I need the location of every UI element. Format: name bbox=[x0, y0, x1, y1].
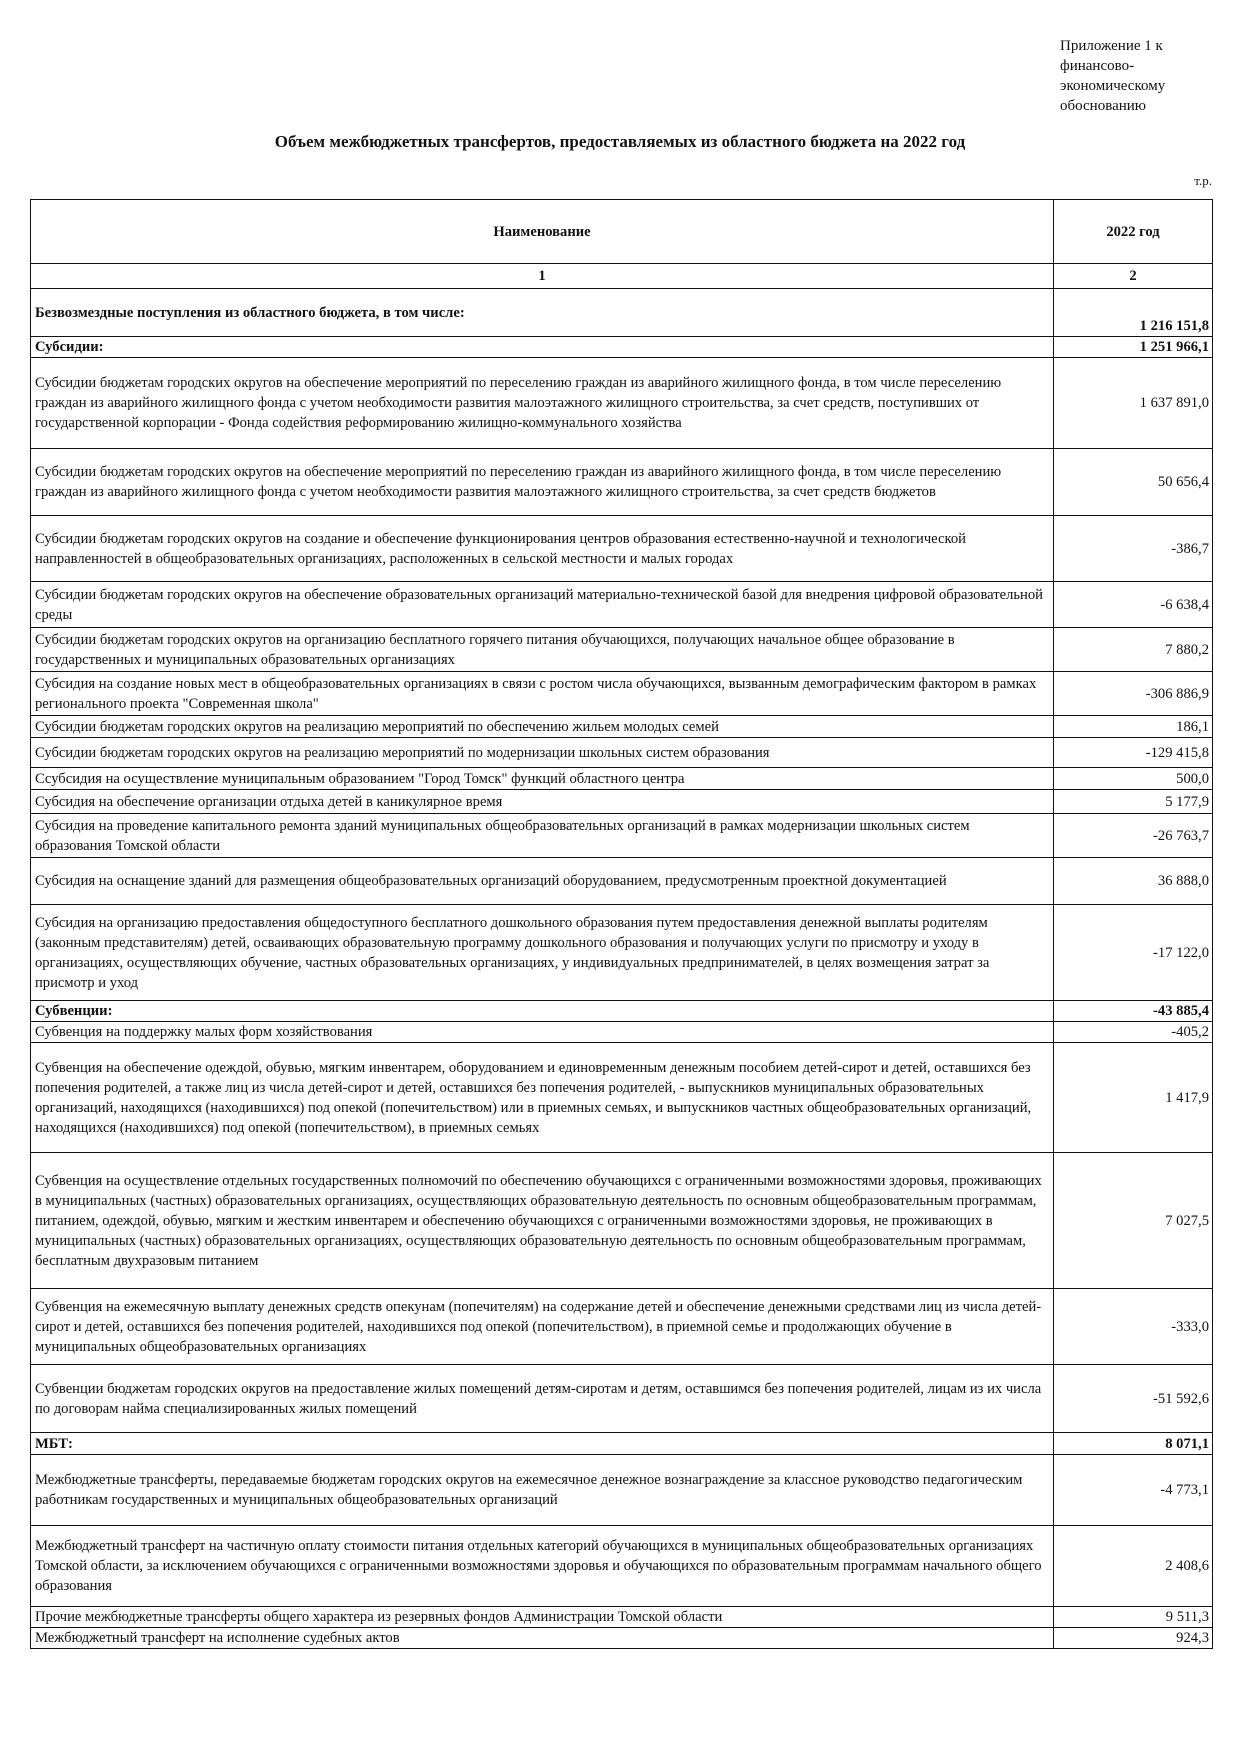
column-number: 2 bbox=[1054, 264, 1213, 289]
document-title: Объем межбюджетных трансфертов, предоставляемых из областного бюджета на 2022 год bbox=[274, 132, 966, 151]
table-row bbox=[31, 358, 1213, 449]
table-row bbox=[31, 1526, 1213, 1607]
row-value: 1 251 966,1 bbox=[1054, 337, 1213, 358]
row-value: -306 886,9 bbox=[1054, 672, 1213, 716]
table-header-row bbox=[31, 200, 1213, 264]
table-row-section bbox=[31, 1001, 1213, 1022]
header-name: Наименование bbox=[31, 200, 1054, 264]
row-name: Прочие межбюджетные трансферты общего характера из резервных фондов Администрации Томской области bbox=[31, 1607, 1054, 1628]
row-value: -43 885,4 bbox=[1054, 1001, 1213, 1022]
row-name: Субвенция на поддержку малых форм хозяйствования bbox=[31, 1022, 1054, 1043]
table-row bbox=[31, 628, 1213, 672]
row-value: -51 592,6 bbox=[1054, 1365, 1213, 1433]
row-value: 8 071,1 bbox=[1054, 1433, 1213, 1455]
row-value: -17 122,0 bbox=[1054, 905, 1213, 1001]
table-row bbox=[31, 1628, 1213, 1649]
row-name: Субсидии бюджетам городских округов на обеспечение мероприятий по переселению граждан из аварийного жилищного фонда, в том числе переселению граждан из аварийного жилищного фонда с учетом необходимости развития малоэтажного жилищного строительства, за счет средств, поступивших от государственной корпорации - Фонда содействия реформированию жилищно-коммунального хозяйства bbox=[31, 358, 1054, 449]
table-row bbox=[31, 790, 1213, 814]
row-name: Безвозмездные поступления из областного бюджета, в том числе: bbox=[31, 289, 1054, 337]
row-name: Субвенция на обеспечение одеждой, обувью, мягким инвентарем, оборудованием и единовременным денежным пособием детей-сирот и детей, оставшихся без попечения родителей, а также лиц из числа детей-сирот и детей, оставшихся без попечения родителей, - выпускников муниципальных образовательных организаций, находящихся (находившихся) под опекой (попечительством) или в приемных семьях, и выпускников частных общеобразовательных организаций, находящихся (находившихся) под опекой (попечительством), в приемных семьях bbox=[31, 1043, 1054, 1153]
row-value: 50 656,4 bbox=[1054, 449, 1213, 516]
row-value: 7 027,5 bbox=[1054, 1153, 1213, 1289]
appendix-line: Приложение 1 к bbox=[1060, 38, 1163, 54]
row-value: -4 773,1 bbox=[1054, 1455, 1213, 1526]
row-name: МБТ: bbox=[31, 1433, 1054, 1455]
unit-label: т.р. bbox=[1194, 173, 1212, 188]
row-name: Субвенция на осуществление отдельных государственных полномочий по обеспечению обучающихся с ограниченными возможностями здоровья, проживающих в муниципальных (частных) образовательных организациях, осуществляющих образовательную деятельность по основным общеобразовательным программам, питанием, одеждой, обувью, мягким и жестким инвентарем и обеспечению обучающихся с ограниченными возможностями здоровья, не проживающих в муниципальных (частных) образовательных организациях, осуществляющих образовательную деятельность по основным общеобразовательным программам, бесплатным двухразовым питанием bbox=[31, 1153, 1054, 1289]
table-row bbox=[31, 858, 1213, 905]
row-name: Субсидии бюджетам городских округов на реализацию мероприятий по обеспечению жильем молодых семей bbox=[31, 716, 1054, 738]
row-name: Межбюджетный трансферт на частичную оплату стоимости питания отдельных категорий обучающихся в муниципальных общеобразовательных организациях Томской области, за исключением обучающихся с ограниченными возможностями здоровья и обучающихся по образовательным программам начального общего образования bbox=[31, 1526, 1054, 1607]
table-row bbox=[31, 672, 1213, 716]
row-value: -26 763,7 bbox=[1054, 814, 1213, 858]
row-value: 36 888,0 bbox=[1054, 858, 1213, 905]
table-row bbox=[31, 905, 1213, 1001]
row-name: Субвенции бюджетам городских округов на предоставление жилых помещений детям-сиротам и детям, оставшимся без попечения родителей, лицам из их числа по договорам найма специализированных жилых помещений bbox=[31, 1365, 1054, 1433]
row-value: 1 417,9 bbox=[1054, 1043, 1213, 1153]
row-value: 2 408,6 bbox=[1054, 1526, 1213, 1607]
table-row-section bbox=[31, 1433, 1213, 1455]
row-name: Субвенция на ежемесячную выплату денежных средств опекунам (попечителям) на содержание детей и обеспечение денежными средствами лиц из числа детей-сирот и детей, оставшихся без попечения родителей, находившихся под опекой (попечительством), в приемной семье и продолжающих обучение в муниципальных общеобразовательных организациях bbox=[31, 1289, 1054, 1365]
table-row bbox=[31, 1289, 1213, 1365]
table-row bbox=[31, 716, 1213, 738]
appendix-line: финансово- bbox=[1060, 58, 1135, 74]
row-name: Ссубсидия на осуществление муниципальным образованием "Город Томск" функций областного центра bbox=[31, 768, 1054, 790]
row-value: 1 637 891,0 bbox=[1054, 358, 1213, 449]
row-name: Субсидия на организацию предоставления общедоступного бесплатного дошкольного образования путем предоставления денежной выплаты родителям (законным представителям) детей, осваивающих образовательную программу дошкольного образования и получающих услуги по присмотру и уходу в организациях, осуществляющих обучение, частных образовательных организациях, у индивидуальных предпринимателей, в целях возмещения затрат за присмотр и уход bbox=[31, 905, 1054, 1001]
row-value: -405,2 bbox=[1054, 1022, 1213, 1043]
table-row bbox=[31, 1455, 1213, 1526]
table-row bbox=[31, 1022, 1213, 1043]
row-name: Субсидии бюджетам городских округов на обеспечение образовательных организаций материально-технической базой для внедрения цифровой образовательной среды bbox=[31, 582, 1054, 628]
row-name: Субсидии бюджетам городских округов на создание и обеспечение функционирования центров образования естественно-научной и технологической направленностей в общеобразовательных организациях, расположенных в сельской местности и малых городах bbox=[31, 516, 1054, 582]
table-row-total bbox=[31, 289, 1213, 337]
appendix-note bbox=[1060, 36, 1210, 116]
row-name: Субсидии: bbox=[31, 337, 1054, 358]
column-number: 1 bbox=[31, 264, 1054, 289]
row-name: Субсидии бюджетам городских округов на обеспечение мероприятий по переселению граждан из аварийного жилищного фонда, в том числе переселению граждан из аварийного жилищного фонда с учетом необходимости развития малоэтажного жилищного строительства, за счет средств бюджетов bbox=[31, 449, 1054, 516]
table-row bbox=[31, 449, 1213, 516]
table-row bbox=[31, 1153, 1213, 1289]
row-value: 500,0 bbox=[1054, 768, 1213, 790]
row-name: Субсидии бюджетам городских округов на организацию бесплатного горячего питания обучающихся, получающих начальное общее образование в государственных и муниципальных образовательных организациях bbox=[31, 628, 1054, 672]
appendix-line: экономическому bbox=[1060, 78, 1166, 94]
row-value: -386,7 bbox=[1054, 516, 1213, 582]
row-name: Субсидии бюджетам городских округов на реализацию мероприятий по модернизации школьных систем образования bbox=[31, 738, 1054, 768]
row-name: Межбюджетный трансферт на исполнение судебных актов bbox=[31, 1628, 1054, 1649]
row-value: 924,3 bbox=[1054, 1628, 1213, 1649]
table-row bbox=[31, 738, 1213, 768]
table-row bbox=[31, 582, 1213, 628]
table-row bbox=[31, 1607, 1213, 1628]
row-name: Субсидия на создание новых мест в общеобразовательных организациях в связи с ростом числа обучающихся, вызванным демографическим фактором в рамках регионального проекта "Современная школа" bbox=[31, 672, 1054, 716]
table-row bbox=[31, 1365, 1213, 1433]
row-value: -129 415,8 bbox=[1054, 738, 1213, 768]
row-name: Субсидия на проведение капитального ремонта зданий муниципальных общеобразовательных организаций в рамках модернизации школьных систем образования Томской области bbox=[31, 814, 1054, 858]
row-value: 1 216 151,8 bbox=[1054, 289, 1213, 337]
table-row-section bbox=[31, 337, 1213, 358]
row-name: Субсидия на обеспечение организации отдыха детей в каникулярное время bbox=[31, 790, 1054, 814]
transfers-table bbox=[30, 199, 1213, 1649]
table-row bbox=[31, 1043, 1213, 1153]
table-row bbox=[31, 768, 1213, 790]
row-value: 9 511,3 bbox=[1054, 1607, 1213, 1628]
appendix-line: обоснованию bbox=[1060, 98, 1146, 114]
table-row bbox=[31, 516, 1213, 582]
row-value: 7 880,2 bbox=[1054, 628, 1213, 672]
column-number-row bbox=[31, 264, 1213, 289]
row-value: -333,0 bbox=[1054, 1289, 1213, 1365]
row-name: Межбюджетные трансферты, передаваемые бюджетам городских округов на ежемесячное денежное вознаграждение за классное руководство педагогическим работникам государственных и муниципальных общеобразовательных организаций bbox=[31, 1455, 1054, 1526]
table-row bbox=[31, 814, 1213, 858]
header-year: 2022 год bbox=[1054, 200, 1213, 264]
row-name: Субвенции: bbox=[31, 1001, 1054, 1022]
row-value: 5 177,9 bbox=[1054, 790, 1213, 814]
row-value: 186,1 bbox=[1054, 716, 1213, 738]
row-name: Субсидия на оснащение зданий для размещения общеобразовательных организаций оборудованием, предусмотренным проектной документацией bbox=[31, 858, 1054, 905]
row-value: -6 638,4 bbox=[1054, 582, 1213, 628]
